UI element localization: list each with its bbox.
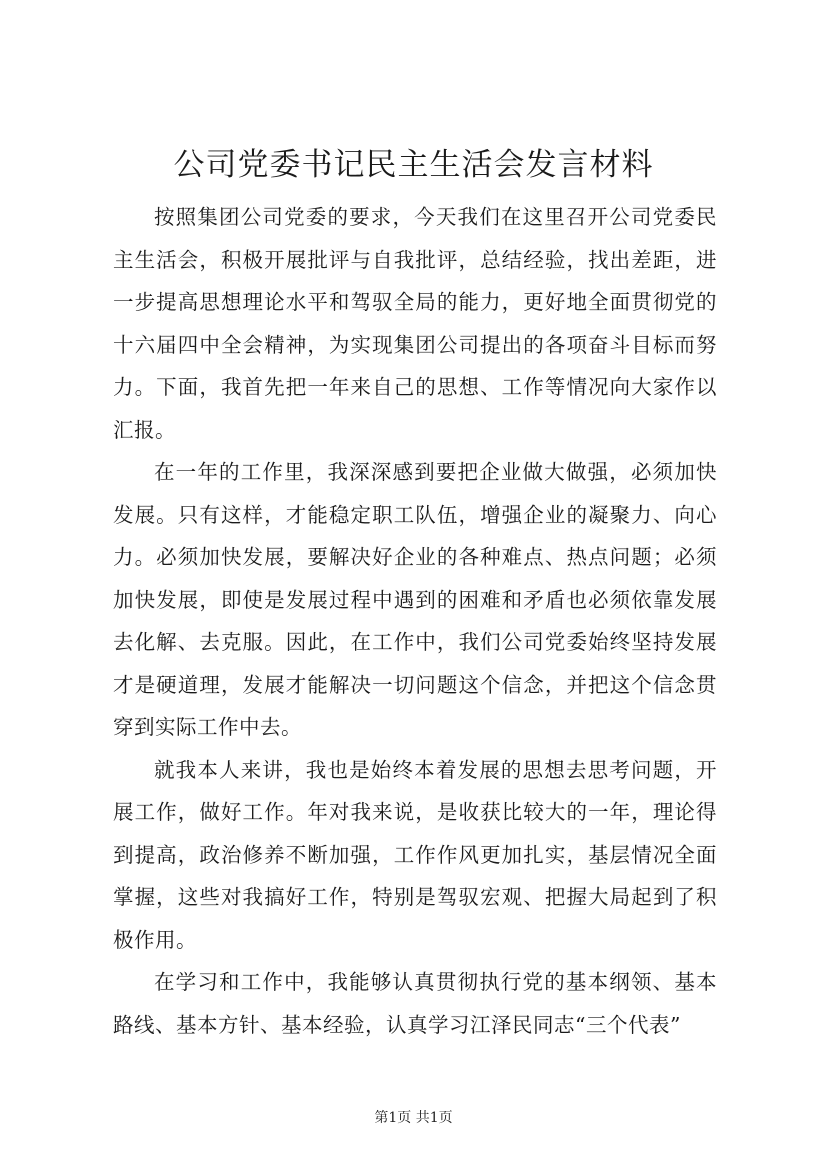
paragraph-1: 按照集团公司党委的要求，今天我们在这里召开公司党委民主生活会，积极开展批评与自我批评，总结经验，找出差距，进一步提高思想理论水平和驾驭全局的能力，更好地全面贯彻党的十六届四中全会精神，为实现集团公司提出的各项奋斗目标而努力。下面，我首先把一年来自己的思想、工作等情况向大家作以汇报。 — [113, 205, 717, 442]
paragraph-4: 在学习和工作中，我能够认真贯彻执行党的基本纲领、基本路线、基本方针、基本经验，认真学习江泽民同志“三个代表” — [113, 970, 717, 1037]
page-footer: 第1页 共1页 — [374, 1110, 453, 1126]
document-title: 公司党委书记民主生活会发言材料 — [173, 147, 654, 183]
paragraph-2: 在一年的工作里，我深深感到要把企业做大做强，必须加快发展。只有这样，才能稳定职工队伍，增强企业的凝聚力、向心力。必须加快发展，要解决好企业的各种难点、热点问题；必须加快发展，即使是发展过程中遇到的困难和矛盾也必须依靠发展去化解、去克服。因此，在工作中，我们公司党委始终坚持发展才是硬道理，发展才能解决一切问题这个信念，并把这个信念贯穿到实际工作中去。 — [113, 460, 717, 739]
paragraph-3: 就我本人来讲，我也是始终本着发展的思想去思考问题，开展工作，做好工作。年对我来说，是收获比较大的一年，理论得到提高，政治修养不断加强，工作作风更加扎实，基层情况全面掌握，这些对我搞好工作，特别是驾驭宏观、把握大局起到了积极作用。 — [113, 757, 717, 952]
document-body — [113, 196, 717, 1046]
